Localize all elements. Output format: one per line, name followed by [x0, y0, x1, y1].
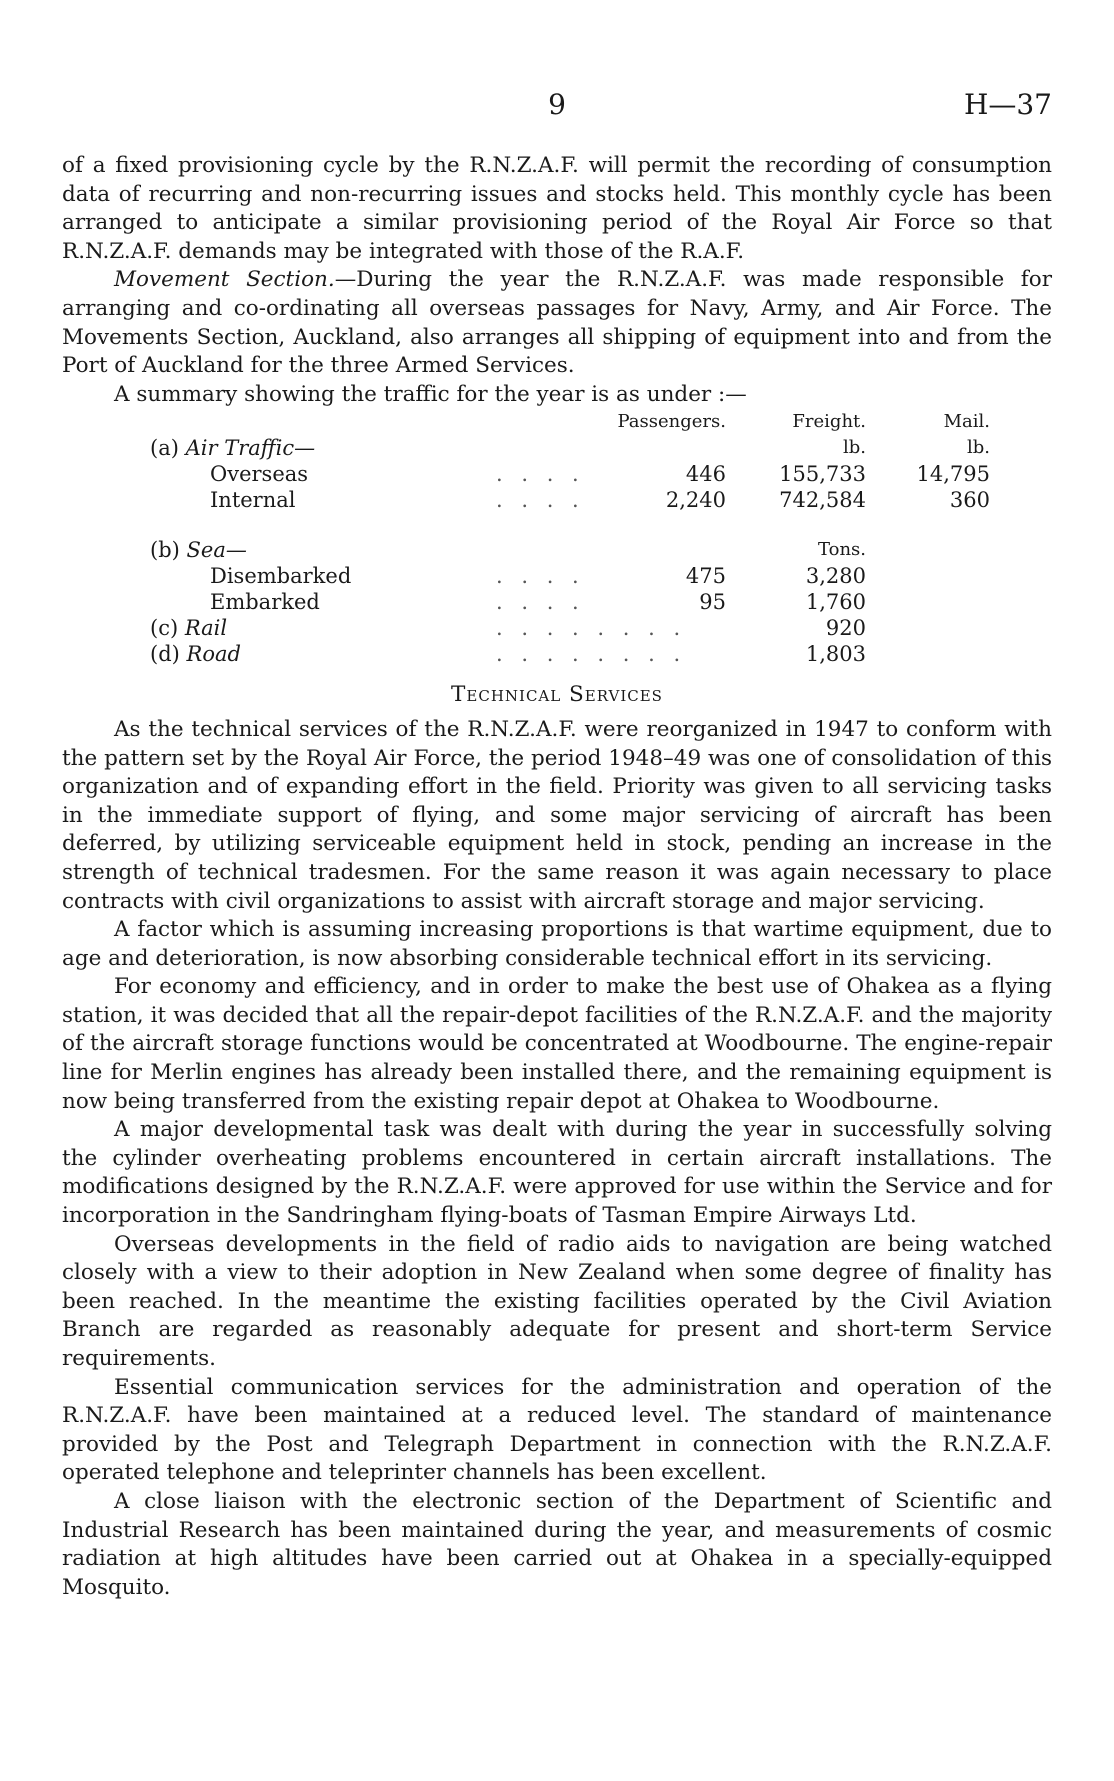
page-content — [62, 152, 1052, 1602]
tons-cell: 1,760 — [805, 590, 866, 615]
mail-cell: 360 — [949, 488, 990, 513]
movement-section-text: —During the year the R.N.Z.A.F. was made responsible for arranging and co-ordinating all overseas passages for Navy, Army, and Air Force. The Movements Section, Auckland, also arranges all shipping of equipment into and from the Port of Auckland for the three Armed Services. — [62, 267, 1052, 379]
table-row — [150, 641, 990, 667]
passengers-cell: 95 — [699, 590, 726, 615]
leader-dots: . . . . — [496, 590, 585, 615]
road-marker: (d) — [150, 642, 180, 667]
summary-intro: A summary showing the traffic for the year is as under :— — [114, 381, 747, 407]
movement-section-paragraph — [62, 266, 1052, 380]
rail-label-text: Rail — [184, 616, 228, 641]
leader-dots: . . . . . . . . — [496, 642, 687, 667]
row-label: Disembarked — [210, 564, 352, 589]
col-header-freight: Freight. — [792, 411, 866, 433]
air-traffic-label — [150, 435, 496, 461]
tons-header: Tons. — [818, 539, 866, 561]
page-header — [62, 88, 1052, 128]
leader-dots: . . . . — [496, 564, 585, 589]
spacer-row — [150, 513, 990, 537]
table-row — [150, 589, 990, 615]
sea-heading-row — [150, 537, 990, 563]
document-code: H—37 — [963, 88, 1052, 121]
section-title: Technical Services — [451, 682, 663, 708]
col-header-mail: Mail. — [943, 411, 990, 433]
freight-cell: 155,733 — [779, 462, 866, 487]
air-marker: (a) — [150, 436, 179, 461]
table-header-row — [150, 409, 990, 435]
tons-cell: 1,803 — [805, 642, 866, 667]
passengers-cell: 2,240 — [665, 488, 726, 513]
col-header-passengers: Passengers. — [617, 411, 726, 433]
paragraph: A major developmental task was dealt with during the year in successfully solving the cylinder overheating problems encountered in certain aircraft installations. The modifications designed by the R.N.Z.A.F. were approved for use within the Service and for incorporation in the Sandringham flying-boats of Tasman Empire Airways Ltd. — [62, 1117, 1052, 1229]
row-label: Embarked — [210, 590, 320, 615]
leader-dots: . . . . — [496, 462, 585, 487]
mail-unit: lb. — [966, 437, 990, 459]
table-row — [150, 487, 990, 513]
passengers-cell: 475 — [685, 564, 726, 589]
leader-dots: . . . . . . . . — [496, 616, 687, 641]
leader-dots: . . . . — [496, 488, 585, 513]
tons-cell: 3,280 — [805, 564, 866, 589]
rail-marker: (c) — [150, 616, 179, 641]
air-traffic-heading-row — [150, 435, 990, 461]
paragraph: Essential communication services for the administration and operation of the R.N.Z.A.F. have been maintained at a reduced level. The standard of maintenance provided by the Post and Telegraph Department in connection with the R.N.Z.A.F. operated telephone and teleprinter channels has been excellent. — [62, 1374, 1052, 1486]
sea-marker: (b) — [150, 538, 180, 563]
paragraph: A close liaison with the electronic section of the Department of Scientific and Industrial Research has been maintained during the year, and measurements of cosmic radiation at high altitudes have been carried out at Ohakea in a specially-equipped Mosquito. — [62, 1488, 1052, 1600]
mail-cell: 14,795 — [916, 462, 990, 487]
page-number: 9 — [548, 88, 566, 121]
table-row — [150, 461, 990, 487]
paragraph: A factor which is assuming increasing proportions is that wartime equipment, due to age and deterioration, is now absorbing considerable technical effort in its servicing. — [62, 917, 1052, 971]
tons-cell: 920 — [825, 616, 866, 641]
intro-paragraph: of a fixed provisioning cycle by the R.N.Z.A.F. will permit the recording of consumption data of recurring and non-recurring issues and stocks held. This monthly cycle has been arranged to anticipate a similar provisioning period of the Royal Air Force so that R.N.Z.A.F. demands may be integrated with those of the R.A.F. — [62, 153, 1052, 264]
movement-section-heading: Movement Section. — [114, 267, 335, 293]
paragraph: For economy and efficiency, and in order to make the best use of Ohakea as a flying station, it was decided that all the repair-depot facilities of the R.N.Z.A.F. and the majority of the aircraft storage functions would be concentrated at Woodbourne. The engine-repair line for Merlin engines has already been installed there, and the remaining equipment is now being transferred from the existing repair depot at Ohakea to Woodbourne. — [62, 974, 1052, 1114]
sea-label — [150, 537, 496, 563]
paragraph: As the technical services of the R.N.Z.A.F. were reorganized in 1947 to conform with the pattern set by the Royal Air Force, the period 1948–49 was one of consolidation of this organization and of expanding effort in the field. Priority was given to all servicing tasks in the immediate support of flying, and some major servicing of aircraft has been deferred, by utilizing serviceable equipment held in stock, pending an increase in the strength of technical tradesmen. For the same reason it was again necessary to place contracts with civil organizations to assist with aircraft storage and major servicing. — [62, 716, 1052, 914]
air-label-text: Air Traffic— — [185, 436, 316, 461]
row-label: Internal — [210, 488, 296, 513]
table-row — [150, 563, 990, 589]
table-row — [150, 615, 990, 641]
paragraph: Overseas developments in the field of radio aids to navigation are being watched closely with a view to their adoption in New Zealand when some degree of finality has been reached. In the meantime the existing facilities operated by the Civil Aviation Branch are regarded as reasonably adequate for present and short-term Service requirements. — [62, 1231, 1052, 1371]
freight-unit: lb. — [842, 437, 866, 459]
road-label — [150, 641, 496, 667]
traffic-table — [150, 409, 990, 667]
sea-label-text: Sea— — [186, 538, 247, 563]
rail-label — [150, 615, 496, 641]
passengers-cell: 446 — [685, 462, 726, 487]
row-label: Overseas — [210, 462, 309, 487]
freight-cell: 742,584 — [779, 488, 866, 513]
road-label-text: Road — [186, 642, 241, 667]
